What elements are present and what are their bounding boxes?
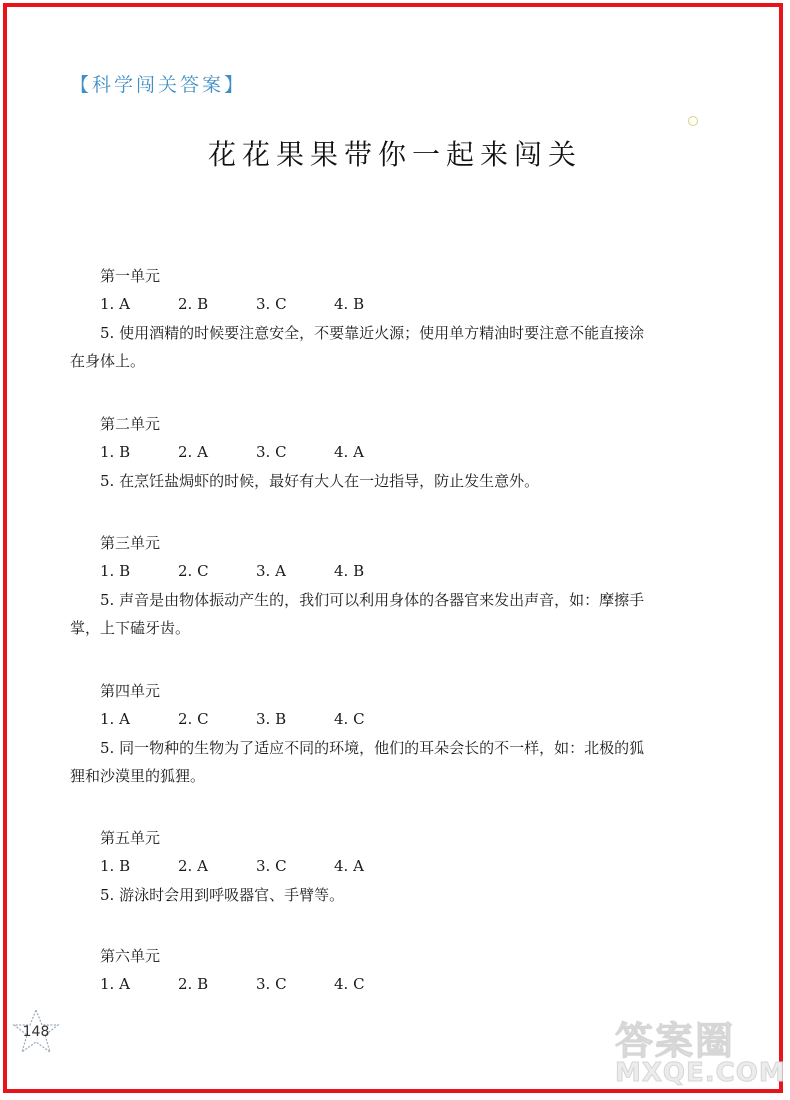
answer-line: 5. 游泳时会用到呼吸器官、手臂等。 — [100, 886, 345, 904]
unit-section — [70, 680, 700, 790]
written-answer — [70, 467, 660, 495]
unit-section — [70, 532, 700, 642]
choice-answer: 4. A — [334, 443, 364, 461]
unit-title: 第六单元 — [100, 947, 161, 965]
unit-section — [100, 827, 700, 909]
choice-answers — [100, 293, 700, 315]
choice-answer: 4. C — [334, 710, 365, 728]
watermark — [615, 1010, 785, 1090]
choice-answer: 1. A — [100, 295, 130, 313]
choice-answer: 1. B — [100, 562, 131, 580]
page-number: 148 — [22, 1024, 50, 1040]
choice-answer: 3. B — [256, 710, 287, 728]
unit-section — [70, 265, 700, 375]
choice-answer: 1. B — [100, 443, 131, 461]
choice-answer: 4. B — [334, 295, 365, 313]
choice-answer: 4. A — [334, 857, 364, 875]
choice-answer: 2. B — [178, 295, 209, 313]
choice-answer: 2. A — [178, 857, 208, 875]
choice-answers — [100, 560, 700, 582]
choice-answer: 3. C — [256, 975, 287, 993]
choice-answer: 2. C — [178, 562, 209, 580]
answer-line: 5. 同一物种的生物为了适应不同的环境，他们的耳朵会长的不一样，如：北极的狐 — [100, 739, 645, 757]
choice-answer: 4. B — [334, 562, 365, 580]
answer-line: 在身体上。 — [70, 352, 146, 370]
choice-answers — [100, 855, 700, 877]
written-answer — [70, 586, 660, 642]
watermark-logo-text: 答案圈 — [615, 1019, 736, 1063]
decorative-dot — [688, 116, 698, 126]
answer-line: 狸和沙漠里的狐狸。 — [70, 767, 206, 785]
choice-answer: 2. A — [178, 443, 208, 461]
choice-answer: 3. A — [256, 562, 286, 580]
written-answer — [70, 734, 660, 790]
choice-answers — [100, 441, 700, 463]
choice-answer: 2. C — [178, 710, 209, 728]
answer-line: 5. 使用酒精的时候要注意安全，不要靠近火源；使用单方精油时要注意不能直接涂 — [100, 324, 645, 342]
choice-answer: 4. C — [334, 975, 365, 993]
answer-line: 5. 声音是由物体振动产生的，我们可以利用身体的各器官来发出声音，如：摩擦手 — [100, 591, 645, 609]
unit-title: 第一单元 — [100, 267, 161, 285]
choice-answers — [100, 973, 700, 995]
choice-answers — [100, 708, 700, 730]
unit-section — [100, 945, 700, 999]
unit-title: 第五单元 — [100, 829, 161, 847]
choice-answer: 1. A — [100, 975, 130, 993]
choice-answer: 3. C — [256, 295, 287, 313]
unit-title: 第二单元 — [100, 415, 161, 433]
page-title: 花花果果带你一起来闯关 — [207, 138, 582, 171]
written-answer — [70, 881, 660, 909]
answer-line: 5. 在烹饪盐焗虾的时候，最好有大人在一边指导，防止发生意外。 — [100, 472, 540, 490]
unit-title: 第四单元 — [100, 682, 161, 700]
choice-answer: 1. B — [100, 857, 131, 875]
choice-answer: 3. C — [256, 857, 287, 875]
unit-section — [100, 413, 700, 495]
section-tag: 【科学闯关答案】 — [70, 74, 247, 96]
written-answer — [70, 319, 660, 375]
choice-answer: 1. A — [100, 710, 130, 728]
choice-answer: 2. B — [178, 975, 209, 993]
watermark-url: MXQE.COM — [615, 1058, 786, 1088]
page-number-badge — [10, 1008, 62, 1056]
unit-title: 第三单元 — [100, 534, 161, 552]
answer-line: 掌，上下磕牙齿。 — [70, 619, 191, 637]
choice-answer: 3. C — [256, 443, 287, 461]
